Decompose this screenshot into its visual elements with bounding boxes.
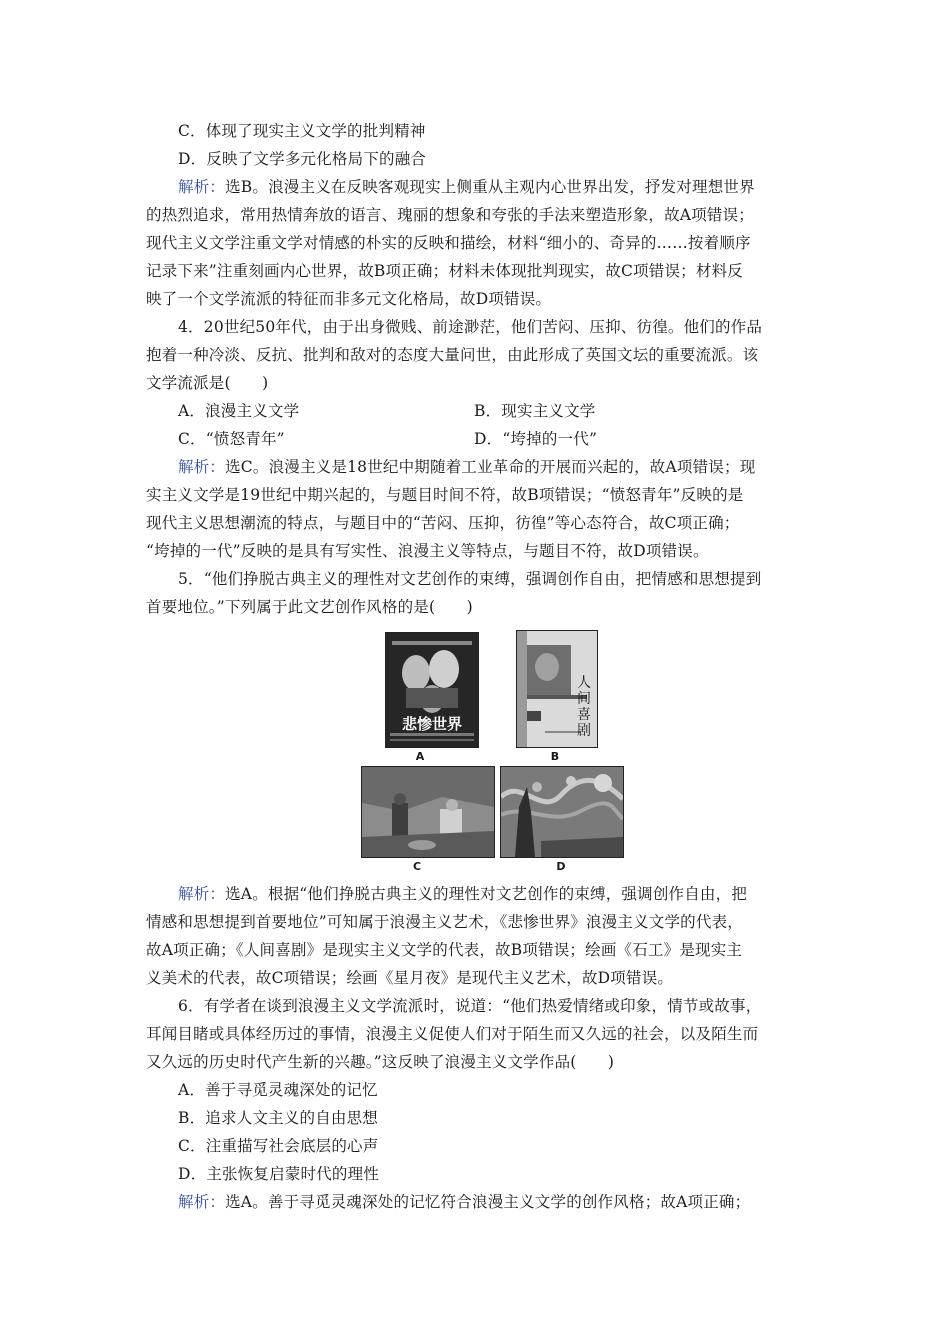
q5-analysis-line: 故A项正确；《人间喜剧》是现实主义文学的代表，故B项错误；绘画《石工》是现实主 xyxy=(146,941,743,959)
poster-image-a xyxy=(385,632,479,748)
book-title: 人间喜剧 xyxy=(577,675,591,739)
q4-analysis-line: 解析：选C。浪漫主义是18世纪中期随着工业革命的开展而兴起的，故A项错误；现 xyxy=(178,458,756,476)
q3-analysis-line: 现代主义文学注重文学对情感的朴实的反映和描绘，材料“细小的、奇异的……按着顺序 xyxy=(146,234,751,252)
q5-analysis-line: 义美术的代表，故C项错误；绘画《星月夜》是现代主义艺术，故D项错误。 xyxy=(146,969,674,987)
q4-analysis-line: “垮掉的一代”反映的是具有写实性、浪漫主义等特点，与题目不符，故D项错误。 xyxy=(146,542,709,560)
painting-image-c xyxy=(361,766,495,858)
q6-analysis-line: 解析：选A。善于寻觅灵魂深处的记忆符合浪漫主义文学的创作风格；故A项正确； xyxy=(178,1193,751,1211)
q6-option-d: D．主张恢复启蒙时代的理性 xyxy=(178,1165,380,1183)
poster-title: 悲惨世界 xyxy=(401,715,462,733)
q3-analysis-line: 的热烈追求，常用热情奔放的语言、瑰丽的想象和夸张的手法来塑造形象，故A项错误； xyxy=(146,206,754,224)
q6-option-a: A．善于寻觅灵魂深处的记忆 xyxy=(178,1081,378,1099)
q6-stem-line: 又久远的历史时代产生新的兴趣。”这反映了浪漫主义文学作品( ) xyxy=(146,1053,615,1071)
analysis-tag: 解析： xyxy=(178,885,226,903)
image-label-b: B xyxy=(550,750,560,763)
q5-analysis-line: 解析：选A。根据“他们挣脱古典主义的理性对文艺创作的束缚，强调创作自由，把 xyxy=(178,885,748,903)
q4-option-d: D．“垮掉的一代” xyxy=(474,430,598,448)
analysis-tag: 解析： xyxy=(178,458,226,476)
q3-analysis-line: 解析：选B。浪漫主义在反映客观现实上侧重从主观内心世界出发，抒发对理想世界 xyxy=(178,178,755,196)
image-label-a: A xyxy=(415,750,425,763)
q5-stem-line: 5．“他们挣脱古典主义的理性对文艺创作的束缚，强调创作自由，把情感和思想提到 xyxy=(178,570,762,588)
q6-stem-line: 6．有学者在谈到浪漫主义文学流派时，说道：“他们热爱情绪或印象，情节或故事， xyxy=(178,997,762,1015)
image-label-d: D xyxy=(556,860,566,873)
q6-stem-line: 耳闻目睹或具体经历过的事情，浪漫主义促使人们对于陌生而又久远的社会，以及陌生而 xyxy=(146,1025,759,1043)
q4-stem-line: 文学流派是( ) xyxy=(146,374,269,392)
q3-analysis-line: 记录下来”注重刻画内心世界，故B项正确；材料未体现批判现实，故C项错误；材料反 xyxy=(146,262,743,280)
analysis-tag: 解析： xyxy=(178,178,226,196)
q4-stem-line: 4．20世纪50年代，由于出身微贱、前途渺茫，他们苦闷、压抑、彷徨。他们的作品 xyxy=(178,318,763,336)
q4-analysis-line: 实主义文学是19世纪中期兴起的，与题目时间不符，故B项错误；“愤怒青年”反映的是 xyxy=(146,486,744,504)
painting-image-d xyxy=(500,766,624,858)
image-label-c: C xyxy=(412,860,422,873)
q4-option-a: A．浪漫主义文学 xyxy=(178,402,300,420)
q3-option-c: C．体现了现实主义文学的批判精神 xyxy=(178,122,426,140)
q3-analysis-line: 映了一个文学流派的特征而非多元文化格局，故D项错误。 xyxy=(146,290,552,308)
q4-option-c: C．“愤怒青年” xyxy=(178,430,285,448)
q6-option-b: B．追求人文主义的自由思想 xyxy=(178,1109,378,1127)
q4-stem-line: 抱着一种冷淡、反抗、批判和敌对的态度大量问世，由此形成了英国文坛的重要流派。该 xyxy=(146,346,759,364)
q3-option-d: D．反映了文学多元化格局下的融合 xyxy=(178,150,427,168)
q6-option-c: C．注重描写社会底层的心声 xyxy=(178,1137,379,1155)
q5-stem-line: 首要地位。”下列属于此文艺创作风格的是( ) xyxy=(146,598,473,616)
q5-analysis-line: 情感和思想提到首要地位”可知属于浪漫主义艺术，《悲惨世界》浪漫主义文学的代表， xyxy=(146,913,743,931)
analysis-tag: 解析： xyxy=(178,1193,226,1211)
q4-analysis-line: 现代主义思想潮流的特点，与题目中的“苦闷、压抑，彷徨”等心态符合，故C项正确； xyxy=(146,514,740,532)
q4-option-b: B．现实主义文学 xyxy=(474,402,596,420)
book-cover-image-b xyxy=(516,630,598,748)
